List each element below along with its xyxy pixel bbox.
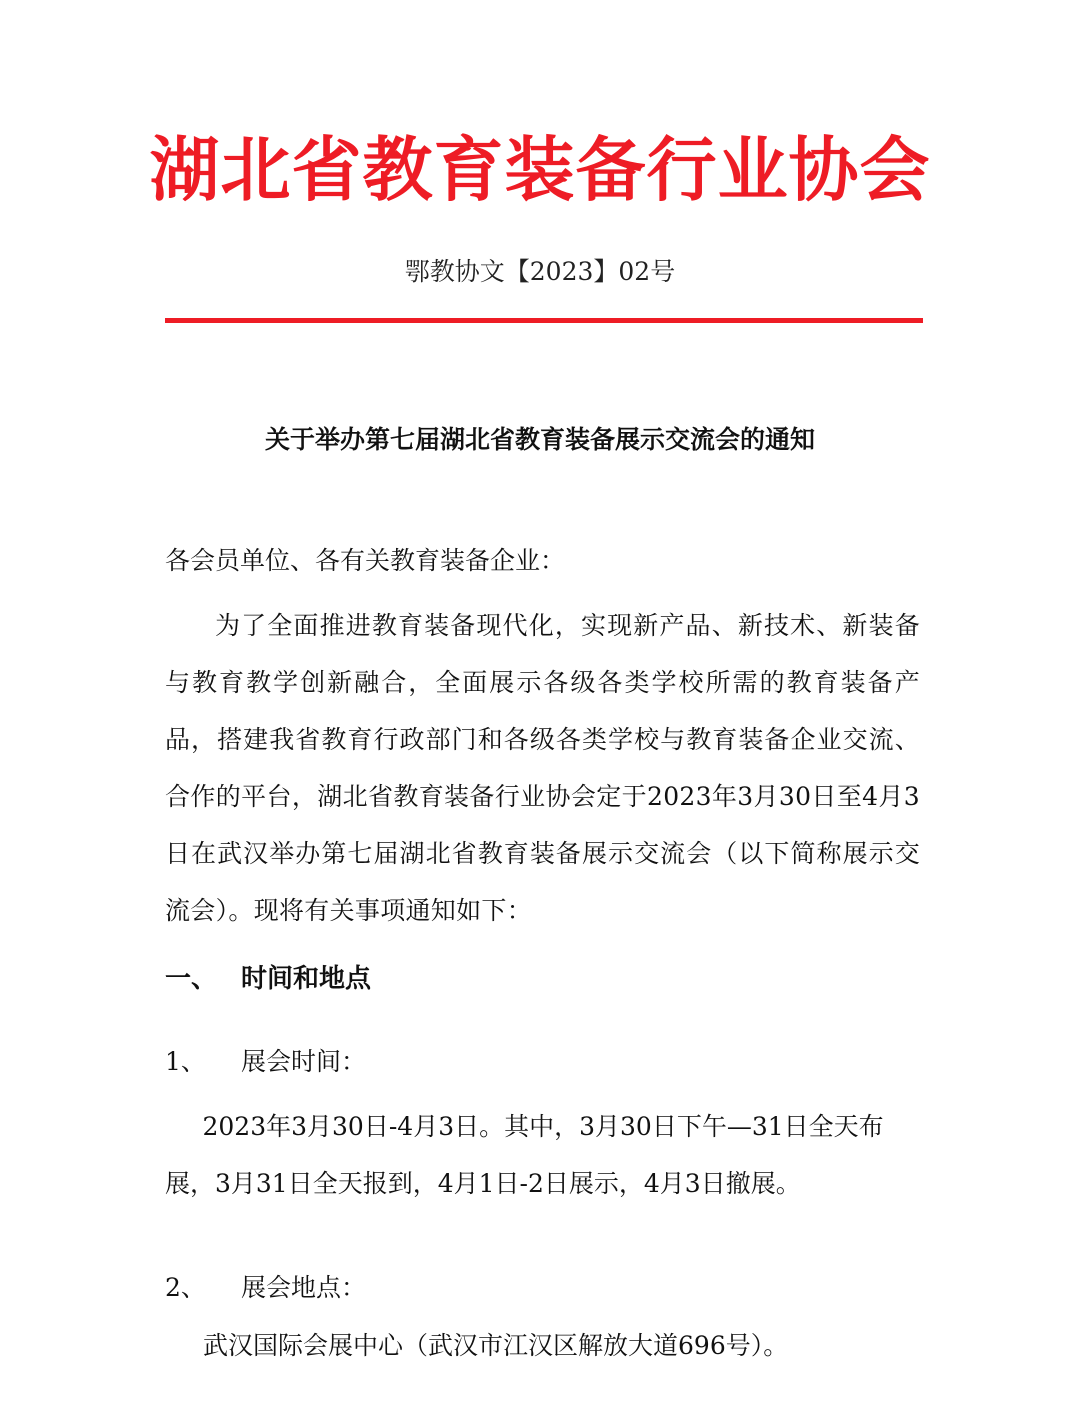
organization-title: 湖北省教育装备行业协会 bbox=[149, 129, 931, 211]
section-number: 一、 bbox=[165, 964, 218, 994]
item-number: 1、 bbox=[165, 1047, 206, 1076]
section-heading-time-place bbox=[165, 960, 371, 998]
section-title: 时间和地点 bbox=[241, 964, 372, 994]
item-exhibition-time bbox=[165, 1044, 366, 1080]
item-label: 展会时间： bbox=[241, 1047, 367, 1076]
salutation: 各会员单位、各有关教育装备企业： bbox=[165, 546, 566, 575]
document-number: 鄂教协文【2023】02号 bbox=[404, 257, 676, 286]
item-exhibition-place bbox=[165, 1270, 366, 1306]
exhibition-place-content: 武汉国际会展中心（武汉市江汉区解放大道696号）。 bbox=[203, 1331, 789, 1360]
red-divider-line bbox=[165, 318, 923, 323]
intro-paragraph: 为了全面推进教育装备现代化，实现新产品、新技术、新装备与教育教学创新融合，全面展示各级各类学校所需的教育装备产品，搭建我省教育行政部门和各级各类学校与教育装备企业交流、合作的平台，湖北省教育装备行业协会定于2023年3月30日至4月3日在武汉举办第七届湖北省教育装备展示交流会（以下简称展示交流会）。现将有关事项通知如下： bbox=[165, 611, 920, 925]
item-label: 展会地点： bbox=[241, 1273, 367, 1302]
item-number: 2、 bbox=[165, 1273, 206, 1302]
notice-title: 关于举办第七届湖北省教育装备展示交流会的通知 bbox=[264, 425, 815, 454]
exhibition-time-content: 2023年3月30日-4月3日。其中，3月30日下午—31日全天布展，3月31日全天报到，4月1日-2日展示，4月3日撤展。 bbox=[165, 1112, 884, 1198]
